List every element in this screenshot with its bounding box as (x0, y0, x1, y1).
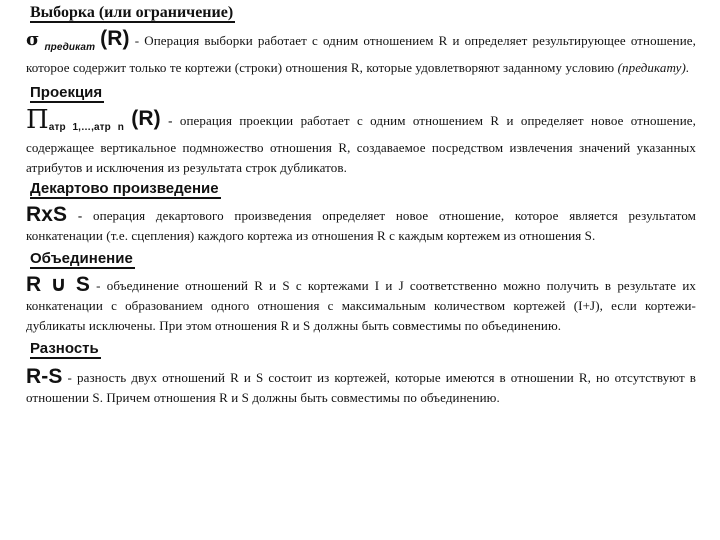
union-text: объединение отношений R и S с кортежами I и J соответственно можно получить в результате их конкатенации с образованием одного отношения с максимальным количеством кортежей (I+J), если кортежи-дубликаты исключены. При этом отношения R и S должны быть совместимы по объединению. (26, 278, 696, 333)
projection-text: операция проекции работает с одним отношением R и определяет новое отношение, содержащее вертикальное подмножество отношения R, создаваемое посредством извлечения значений указанных атрибутов и исключения из результата строк дубликатов. (26, 113, 696, 175)
heading-cartesian: Декартово произведение (30, 180, 219, 197)
paragraph-difference (26, 367, 696, 408)
pi-symbol: Π (26, 105, 49, 135)
heading-union: Объединение (30, 250, 133, 267)
section-projection (26, 84, 696, 178)
document-page (26, 4, 696, 408)
cartesian-text: операция декартового произведения определяет новое отношение, которое является результатом конкатенации (т.е. сцепления) каждого кортежа из отношения R с каждым кортежем из отношения S. (26, 208, 697, 243)
selection-subscript: предикат (44, 42, 96, 53)
projection-subscript: атр 1,…,атр n (48, 122, 124, 133)
selection-dash: - (134, 33, 140, 48)
selection-operand: (R) (100, 27, 130, 50)
paragraph-union (26, 275, 696, 336)
heading-projection: Проекция (30, 84, 103, 101)
union-dash: - (96, 278, 101, 293)
difference-text: разность двух отношений R и S состоит из кортежей, которые имеются в отношении R, но отсутствуют в отношении S. Причем отношения R и S должны быть совместимы по объединению. (26, 370, 696, 405)
cartesian-symbol: RxS (26, 203, 68, 226)
section-cartesian (26, 180, 696, 246)
heading-selection: Выборка (или ограничение) (30, 4, 234, 21)
sigma-symbol: σ (26, 29, 40, 50)
difference-dash: - (67, 370, 72, 385)
projection-dash: - (168, 113, 173, 128)
heading-difference: Разность (30, 340, 99, 357)
paragraph-cartesian (26, 205, 696, 246)
paragraph-selection (26, 29, 696, 78)
cartesian-dash: - (77, 208, 83, 223)
selection-text: Операция выборки работает с одним отношением R и определяет результирующее отношение, которое содержит только те кортежи (строки) отношения R, которые удовлетворяют заданному условию (26, 33, 697, 75)
section-difference (26, 340, 696, 408)
difference-symbol: R-S (26, 365, 63, 388)
section-union (26, 250, 696, 336)
projection-operand: (R) (131, 107, 161, 130)
section-selection (26, 4, 696, 78)
union-symbol: R ∪ S (26, 273, 90, 296)
selection-note: (предикату). (617, 60, 690, 75)
paragraph-projection (26, 105, 696, 178)
